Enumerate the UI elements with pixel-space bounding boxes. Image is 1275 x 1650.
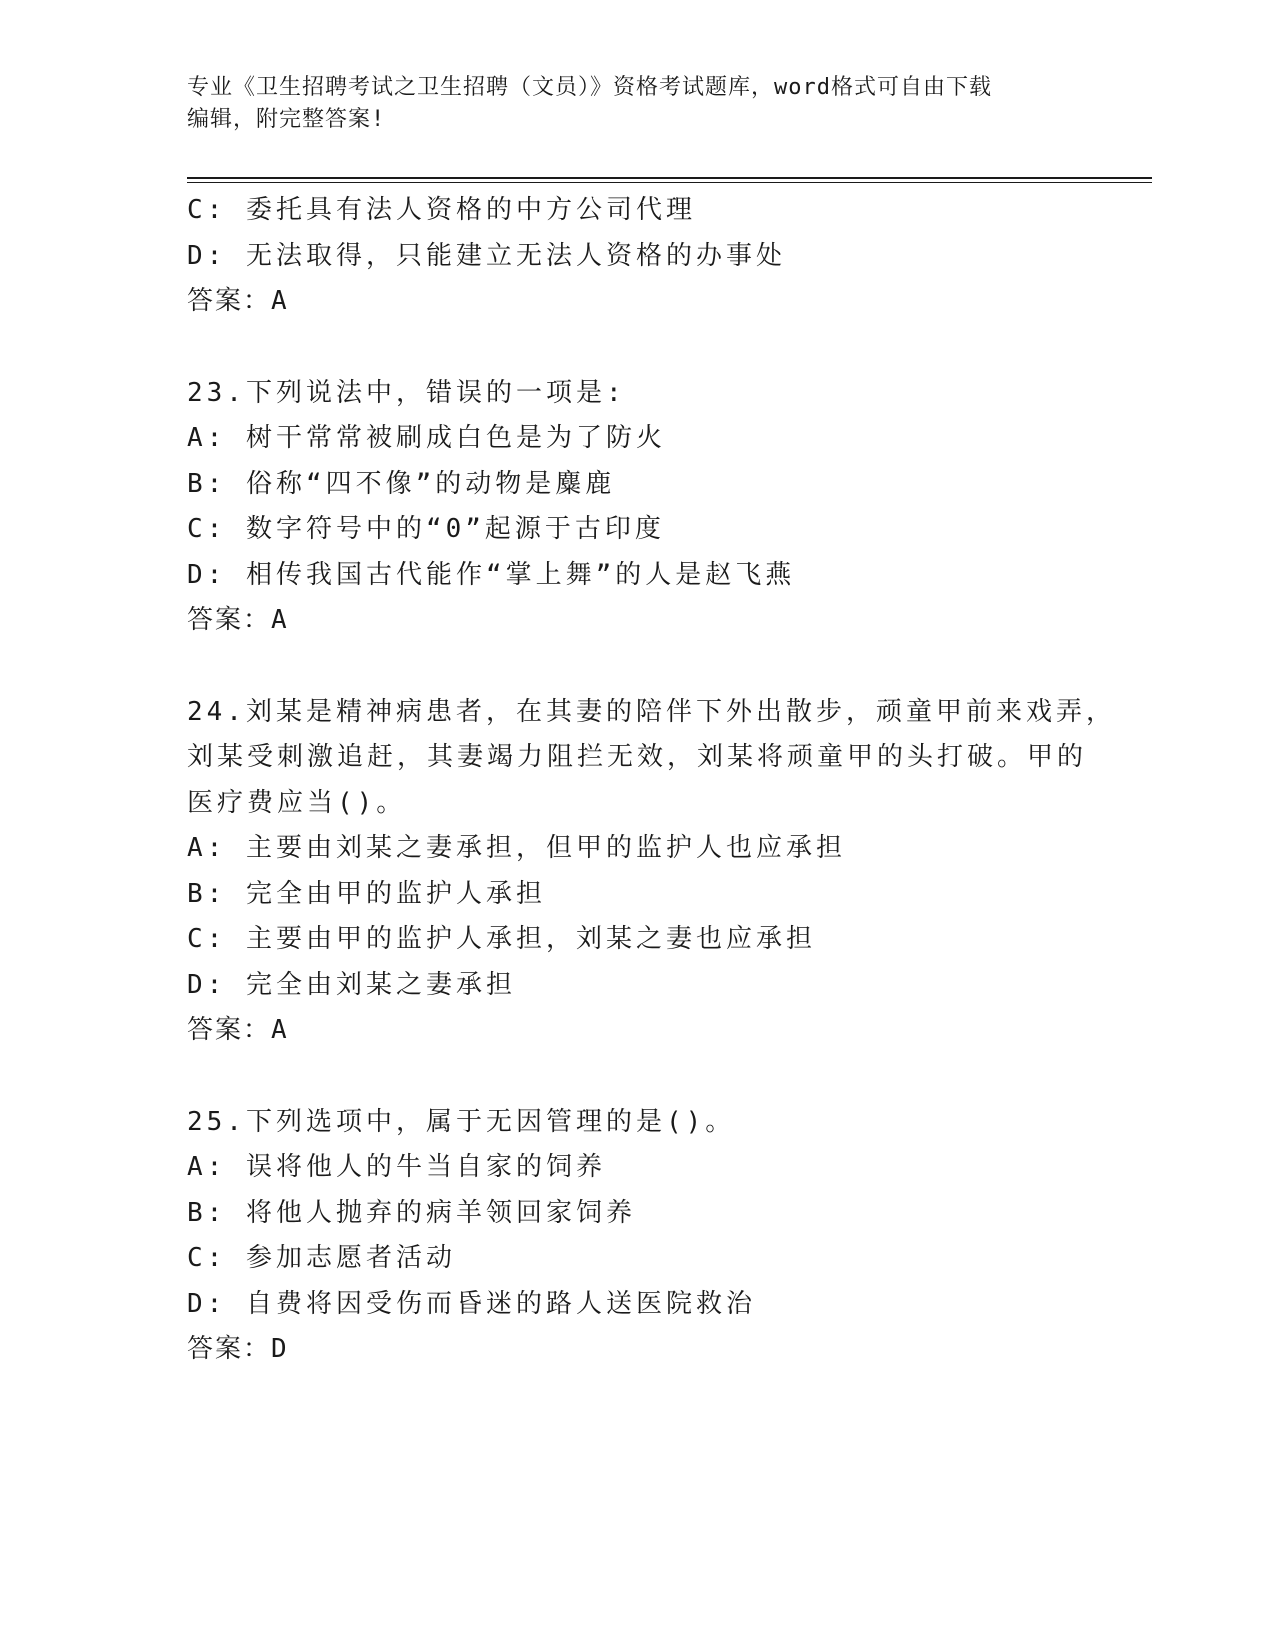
answer-value: A [271, 1015, 289, 1045]
question-list [187, 188, 1116, 1373]
document-header [187, 72, 1087, 136]
option-c: C: 参加志愿者活动 [187, 1243, 456, 1273]
question-24 [187, 690, 1116, 1054]
question-stem: 23.下列说法中，错误的一项是: [187, 377, 626, 408]
answer-label: 答案： [187, 605, 272, 635]
option-c: C: 数字符号中的“0”起源于古印度 [187, 514, 665, 544]
option-a: A: 误将他人的牛当自家的饲养 [187, 1152, 606, 1182]
answer-label: 答案： [187, 1015, 272, 1045]
answer-label: 答案： [187, 286, 272, 316]
option-a: A: 主要由刘某之妻承担，但甲的监护人也应承担 [187, 833, 846, 863]
header-line-1: 专业《卫生招聘考试之卫生招聘（文员）》资格考试题库，word格式可自由下载 [187, 75, 992, 100]
question-stem-line-2: 刘某受刺激追赶，其妻竭力阻拦无效，刘某将顽童甲的头打破。甲的 [187, 742, 1088, 772]
header-line-2: 编辑，附完整答案! [187, 107, 386, 132]
header-rule-thin [187, 182, 1152, 183]
question-22-continued [187, 188, 1087, 325]
answer [187, 1327, 1087, 1373]
answer-value: A [271, 605, 289, 635]
answer [187, 1008, 1087, 1054]
question-stem-line-3: 医疗费应当()。 [187, 787, 407, 818]
question-stem-line-1: 24.刘某是精神病患者，在其妻的陪伴下外出散步，顽童甲前来戏弄， [187, 696, 1116, 727]
option-b: B: 完全由甲的监护人承担 [187, 878, 546, 909]
option-b: B: 将他人抛弃的病羊领回家饲养 [187, 1197, 636, 1228]
option-c: C: 委托具有法人资格的中方公司代理 [187, 195, 696, 225]
option-d: D: 相传我国古代能作“掌上舞”的人是赵飞燕 [187, 559, 796, 590]
option-d: D: 完全由刘某之妻承担 [187, 969, 516, 1000]
answer [187, 598, 1087, 644]
answer-value: A [271, 286, 289, 316]
question-23 [187, 371, 1087, 644]
header-rule [187, 177, 1152, 179]
option-d: D: 无法取得，只能建立无法人资格的办事处 [187, 240, 786, 271]
option-c: C: 主要由甲的监护人承担，刘某之妻也应承担 [187, 924, 816, 954]
answer [187, 279, 1087, 325]
answer-label: 答案： [187, 1334, 272, 1364]
option-d: D: 自费将因受伤而昏迷的路人送医院救治 [187, 1288, 756, 1319]
option-a: A: 树干常常被刷成白色是为了防火 [187, 423, 666, 453]
question-stem: 25.下列选项中，属于无因管理的是()。 [187, 1106, 736, 1137]
option-b: B: 俗称“四不像”的动物是麋鹿 [187, 468, 616, 499]
question-25 [187, 1100, 1087, 1373]
answer-value: D [271, 1334, 289, 1364]
